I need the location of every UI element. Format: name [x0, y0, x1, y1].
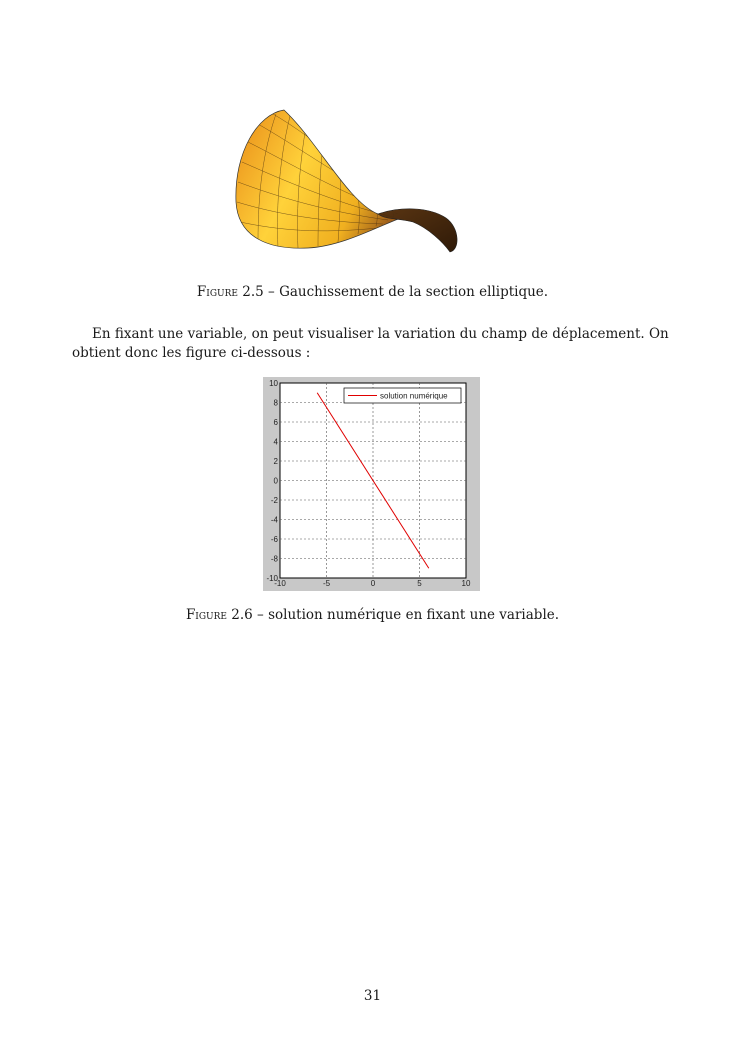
figure-2-5-label: Figure 2.5 [196, 284, 264, 300]
surface-orange-lobe [236, 110, 418, 248]
figure-2-6-caption-text: – solution numérique en fixant une variable. [257, 607, 560, 623]
page-number: 31 [363, 988, 382, 1004]
surface-brown-tail [378, 209, 457, 252]
body-paragraph-text: En fixant une variable, on peut visualiser la variation du champ de déplacement. On obtient donc les figure ci-dessous : [72, 326, 669, 361]
y-tick-label: 8 [273, 398, 278, 408]
y-tick-label: -4 [270, 515, 278, 525]
y-tick-label: -10 [266, 574, 278, 583]
x-tick-label: -5 [322, 579, 331, 588]
figure-2-6-label: Figure 2.6 [185, 607, 253, 623]
body-paragraph [72, 325, 676, 363]
x-tick-label: 10 [461, 579, 471, 588]
x-tick-label: 0 [370, 579, 376, 588]
y-tick-label: 2 [273, 457, 278, 466]
legend-label: solution numérique [380, 391, 448, 401]
warped-section-figure [228, 102, 463, 262]
figure-2-5-caption [0, 284, 745, 300]
x-tick-label: -10 [274, 579, 286, 588]
plot-legend [344, 388, 461, 403]
y-tick-label: -2 [270, 496, 278, 505]
y-tick-label: -8 [270, 554, 278, 564]
y-tick-label: 6 [273, 418, 278, 427]
figure-2-5-caption-text: – Gauchissement de la section elliptique. [268, 284, 549, 300]
y-tick-label: 0 [273, 476, 278, 486]
figure-2-6-caption [0, 607, 745, 623]
y-tick-label: 4 [273, 437, 278, 447]
y-tick-label: -6 [270, 535, 278, 544]
x-tick-label: 5 [417, 579, 422, 588]
y-tick-label: 10 [269, 379, 278, 388]
solution-plot [263, 377, 480, 591]
